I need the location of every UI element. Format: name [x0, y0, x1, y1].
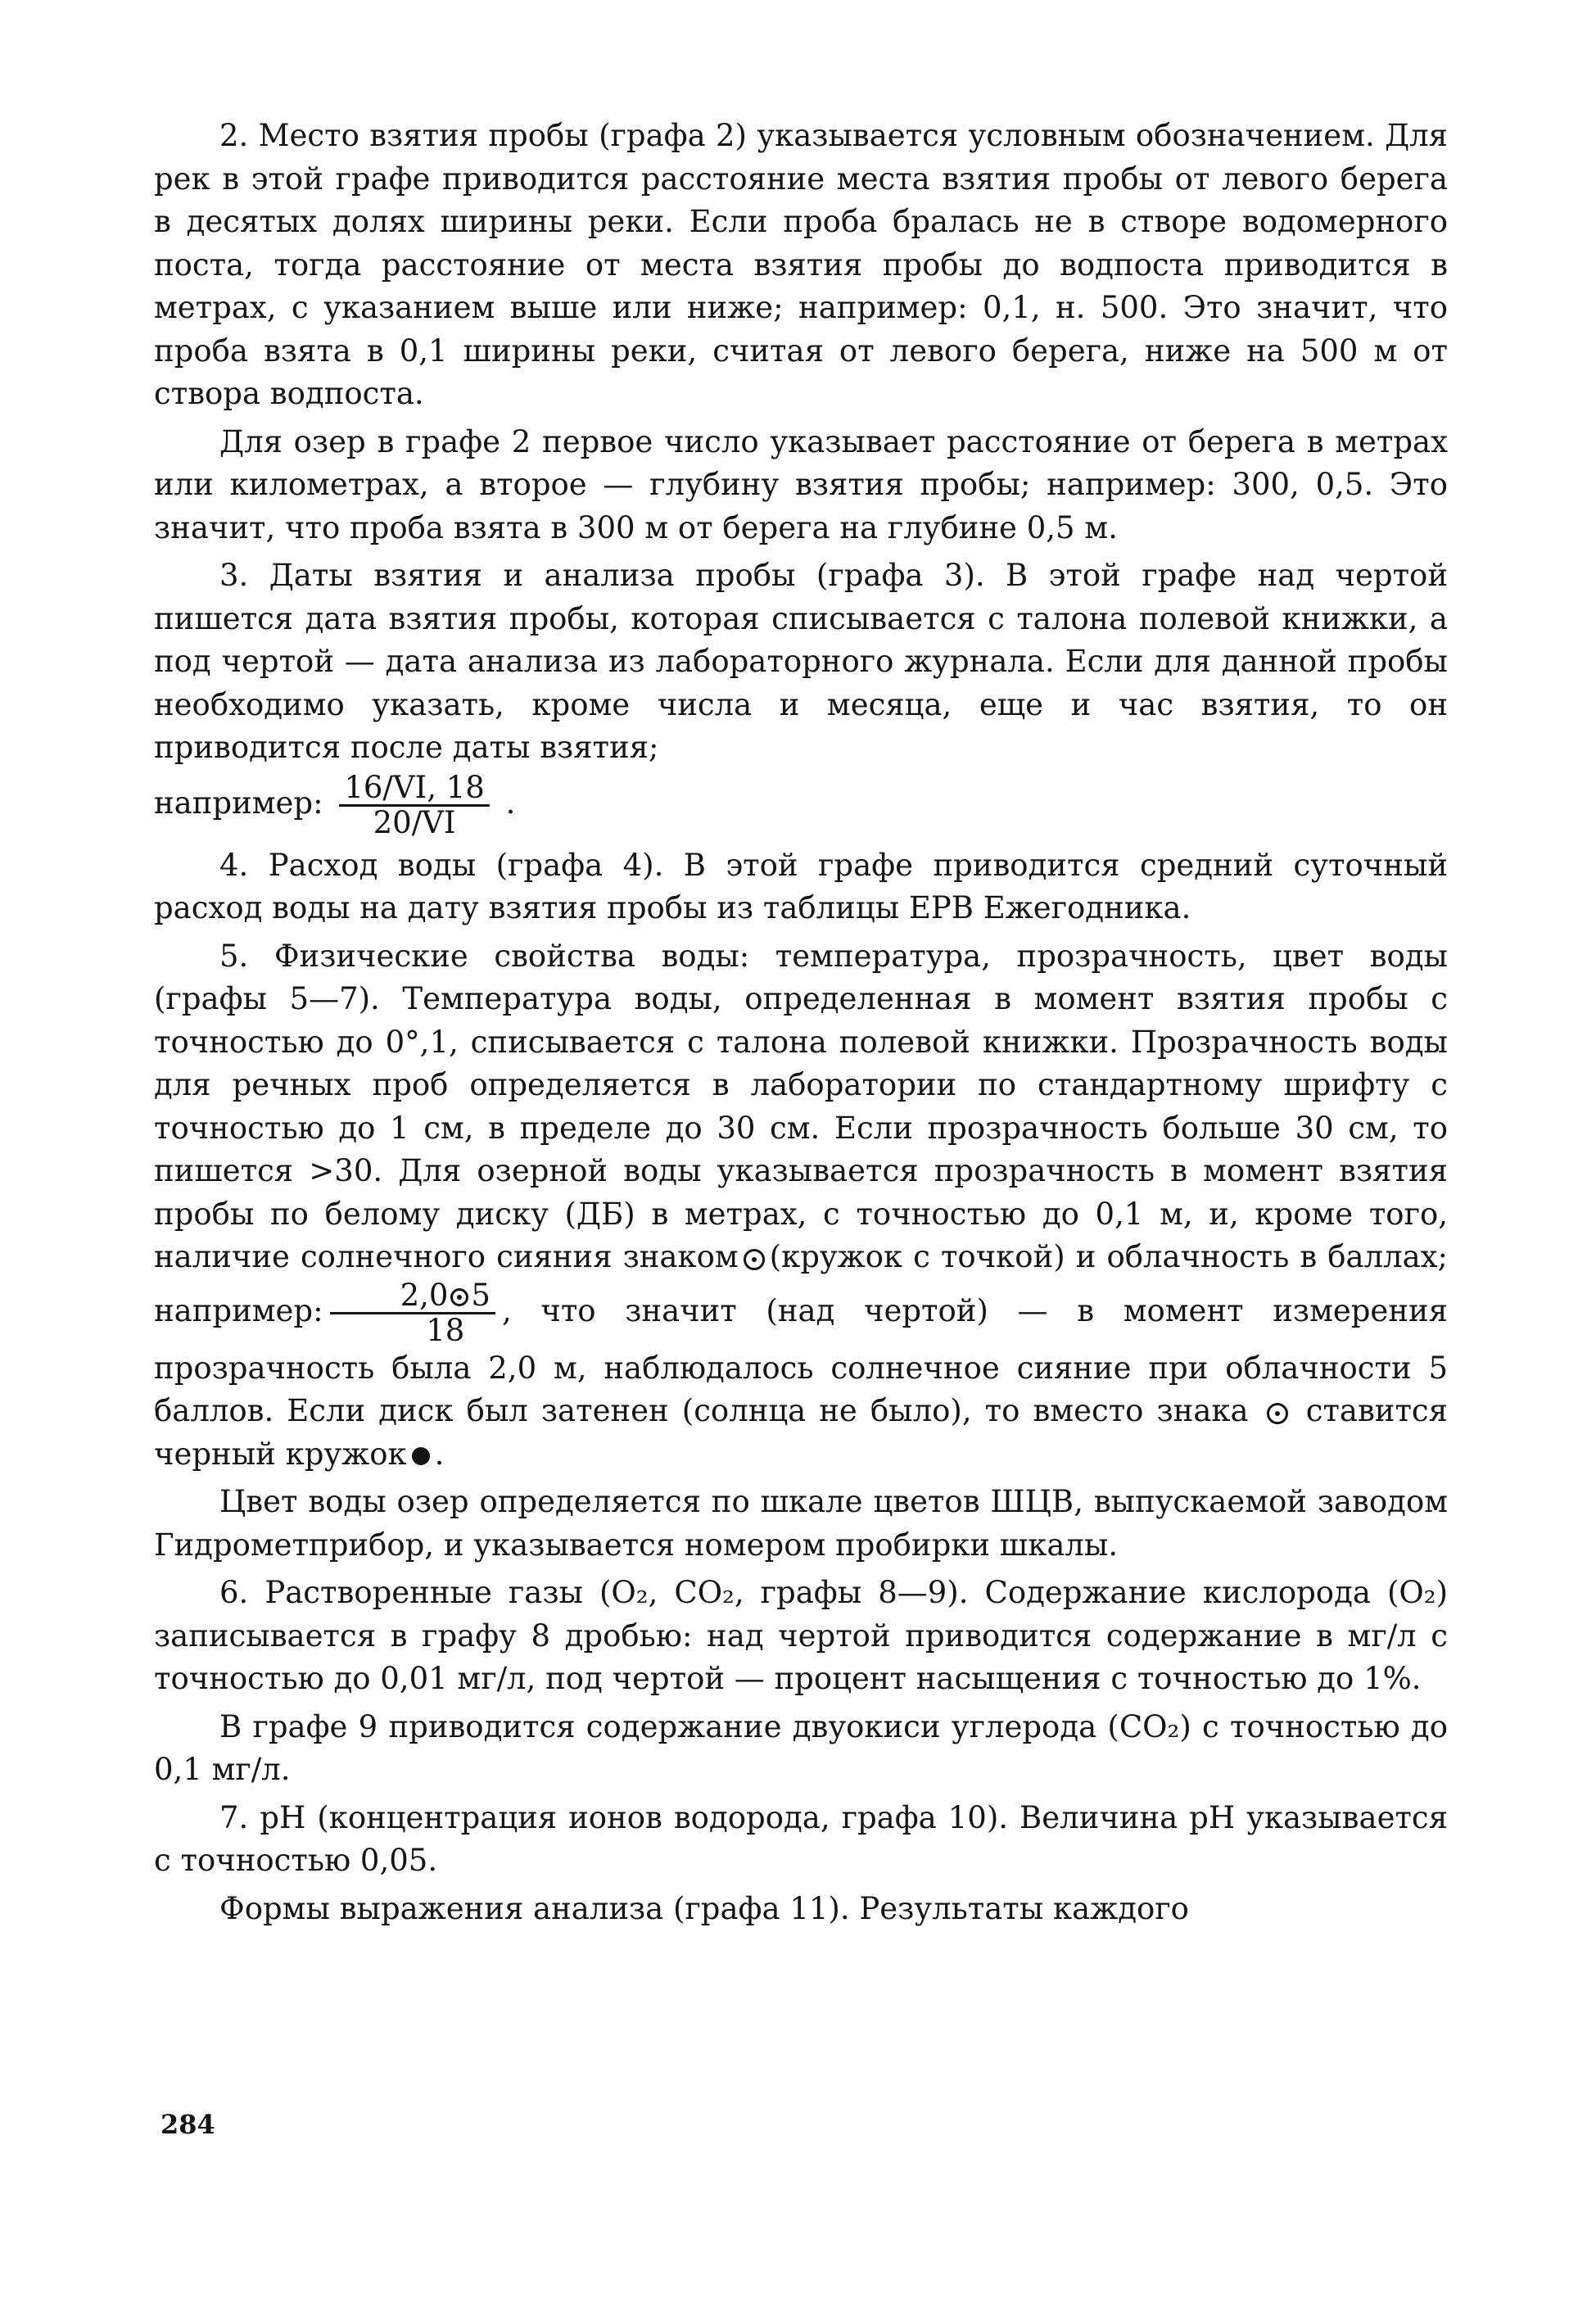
transparency-value: 2,0: [400, 1277, 449, 1313]
physical-text-4: ставится черный кружок: [154, 1393, 1448, 1472]
paragraph-co2: В графе 9 приводится содержание двуокиси углерода (CO₂) с точностью до 0,1 мг/л.: [154, 1708, 1448, 1787]
physical-text-5: .: [434, 1436, 445, 1472]
paragraph-lakes: Для озер в графе 2 первое число указывает расстояние от берега в метрах или километрах, а второе — глубину взятия пробы; например: 300, 0,5. Это значит, что проба взята в 300 м от берега на глубине 0,5 м.: [154, 423, 1448, 545]
sun-circle-dot-icon: [744, 1249, 765, 1270]
paragraph-discharge: 4. Расход воды (графа 4). В этой графе приводится средний суточный расход воды на дату взятия пробы из таблицы ЕРВ Ежегодника.: [154, 847, 1448, 925]
text-column: [154, 115, 1448, 1935]
paragraph-dissolved-gases: 6. Растворенные газы (O₂, CO₂, графы 8—9). Содержание кислорода (O₂) записывается в графу 8 дробью: над чертой приводится содержание в мг/л с точностью до 0,01 мг/л, под чертой — процент насыщения с точностью до 1%.: [154, 1575, 1448, 1696]
paragraph-water-color: Цвет воды озер определяется по шкале цветов ШЦВ, выпускаемой заводом Гидрометприбор, и указывается номером пробирки шкалы.: [154, 1484, 1448, 1563]
physical-text-1: 5. Физические свойства воды: температура, прозрачность, цвет воды (графы 5—7). Температура воды, определенная в момент взятия пробы с точностью до 0°,1, списывается с талона полевой книжки. Прозрачность воды для речных проб определяется в лаборатории по стандартному шрифту с точностью до 1 см, в пределе до 30 см. Если прозрачность больше 30 см, то пишется >30. Для озерной воды указывается прозрачность в момент взятия пробы по белому диску (ДБ) в метрах, с точностью до 0,1 м, и, кроме того, наличие солнечного сияния знаком: [154, 938, 1448, 1274]
example-suffix: .: [505, 785, 516, 821]
transparency-fraction: [330, 1279, 495, 1347]
fraction-denominator: 20/VI: [373, 804, 456, 840]
paragraph-analysis-forms: Формы выражения анализа (графа 11). Результаты каждого: [219, 1890, 1189, 1926]
transparency-numerator: [330, 1279, 495, 1314]
transparency-denominator: 18: [426, 1312, 465, 1348]
sun-circle-dot-icon: [450, 1288, 468, 1306]
physical-text-2: (кружок с точкой) и облачность в баллах; например:: [154, 1239, 1448, 1328]
paragraph-sampling-place: 2. Место взятия пробы (графа 2) указывается условным обозначением. Для рек в этой графе приводится расстояние места взятия пробы от левого берега в десятых долях ширины реки. Если проба бралась не в створе водомерного поста, тогда расстояние от места взятия пробы до водпоста приводится в метрах, с указанием выше или ниже; например: 0,1, н. 500. Это значит, что проба взята в 0,1 ширины реки, считая от левого берега, ниже на 500 м от створа водпоста.: [154, 118, 1448, 411]
cloudiness-value: 5: [471, 1277, 491, 1313]
physical-text-3: , что значит (над чертой) — в момент измерения прозрачность была 2,0 м, наблюдалось солнечное сияние при облачности 5 баллов. Если диск был затенен (солнца не было), то вместо знака: [154, 1292, 1448, 1428]
page-number: 284: [161, 2109, 215, 2140]
black-dot-icon: [412, 1447, 430, 1465]
paragraph-dates: 3. Даты взятия и анализа пробы (графа 3). В этой графе над чертой пишется дата взятия пробы, которая списывается с талона полевой книжки, а под чертой — дата анализа из лабораторного журнала. Если для данной пробы необходимо указать, кроме числа и месяца, еще и час взятия, то он приводится после даты взятия;: [154, 558, 1448, 765]
dates-example-line: [154, 771, 1448, 839]
example-prefix: например:: [154, 785, 323, 821]
dates-fraction: [339, 771, 490, 839]
paragraph-physical-properties: [154, 935, 1448, 1477]
paragraph-ph: 7. pH (концентрация ионов водорода, графа 10). Величина pH указывается с точностью 0,05.: [154, 1799, 1448, 1878]
fraction-numerator: 16/VI, 18: [339, 771, 490, 807]
sun-circle-dot-icon: [1267, 1403, 1288, 1424]
